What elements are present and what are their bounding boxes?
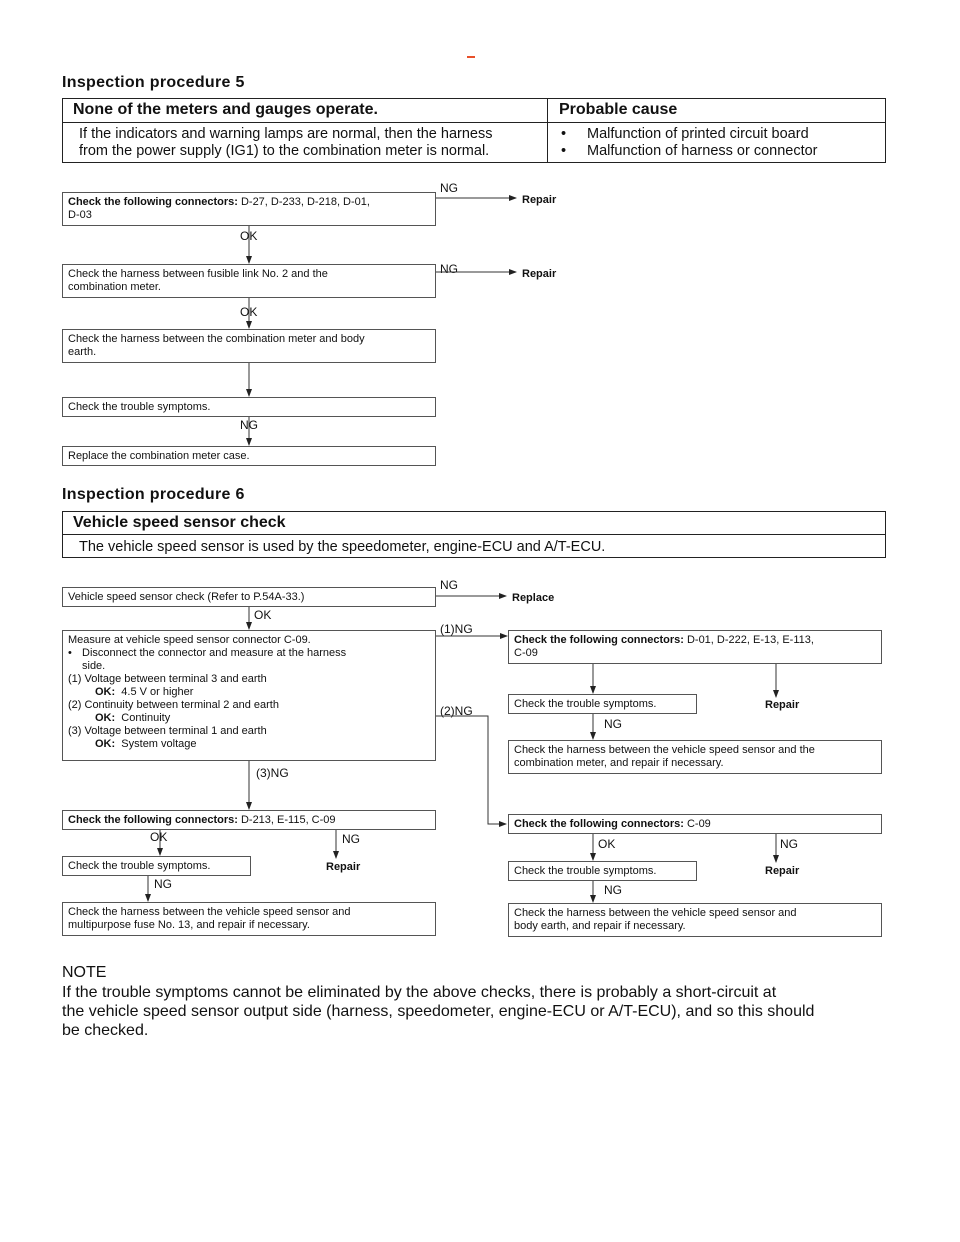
proc5-title: Inspection procedure 5 bbox=[62, 74, 245, 91]
ng-label: NG bbox=[780, 837, 798, 851]
check-connectors-box: Check the following connectors: D-27, D-233, D-218, D-01, D-03 bbox=[62, 192, 436, 226]
ng-label: NG bbox=[604, 883, 622, 897]
ng-label: NG bbox=[342, 832, 360, 846]
check-harness-body-earth-box: Check the harness between the vehicle speed sensor and body earth, and repair if necessary. bbox=[508, 903, 882, 937]
repair-label: Repair bbox=[522, 194, 557, 206]
ok-label: OK bbox=[150, 830, 168, 844]
cause-item: • Malfunction of harness or connector bbox=[561, 143, 818, 160]
repair-label: Repair bbox=[326, 861, 361, 873]
proc6-header: Vehicle speed sensor check bbox=[73, 514, 286, 531]
ng-label: NG bbox=[440, 578, 458, 592]
check-harness-fuse-box: Check the harness between the vehicle speed sensor and multipurpose fuse No. 13, and repair if necessary. bbox=[62, 902, 436, 936]
check-harness-earth-box: Check the harness between the combination meter and body earth. bbox=[62, 329, 436, 363]
note-title: NOTE bbox=[62, 964, 107, 981]
symptom-desc: If the indicators and warning lamps are normal, then the harness bbox=[79, 126, 493, 142]
check-connectors-right-box: Check the following connectors: D-01, D-222, E-13, E-113, C-09 bbox=[508, 630, 882, 664]
ok-label: OK bbox=[254, 608, 272, 622]
proc6-desc: The vehicle speed sensor is used by the speedometer, engine-ECU and A/T-ECU. bbox=[79, 539, 606, 555]
measure-step: • Disconnect the connector and measure at the harness bbox=[68, 647, 430, 660]
note-line: the vehicle speed sensor output side (harness, speedometer, engine-ECU or A/T-ECU), and so this should bbox=[62, 1003, 815, 1020]
ng2-arrow bbox=[436, 716, 506, 824]
ng-label: NG bbox=[604, 717, 622, 731]
check-connectors-c09-box: Check the following connectors: C-09 bbox=[508, 814, 882, 834]
proc6-title: Inspection procedure 6 bbox=[62, 486, 245, 503]
ng-label: NG bbox=[240, 418, 258, 432]
note-line: be checked. bbox=[62, 1022, 149, 1039]
ng-label: NG bbox=[154, 877, 172, 891]
cause-item: • Malfunction of printed circuit board bbox=[561, 126, 809, 143]
ng3-label: (3)NG bbox=[256, 766, 289, 780]
ok-label: OK bbox=[598, 837, 616, 851]
repair-label: Repair bbox=[522, 268, 557, 280]
cause-header: Probable cause bbox=[559, 101, 678, 118]
ok-label: OK bbox=[240, 305, 258, 319]
ng-label: NG bbox=[440, 262, 458, 276]
check-trouble-symptoms-bottom-box: Check the trouble symptoms. bbox=[508, 861, 697, 881]
note-line: If the trouble symptoms cannot be eliminated by the above checks, there is probably a short-circuit at bbox=[62, 984, 777, 1001]
symptom-desc: from the power supply (IG1) to the combination meter is normal. bbox=[79, 143, 490, 159]
vehicle-speed-sensor-check-box: Vehicle speed sensor check (Refer to P.54A-33.) bbox=[62, 587, 436, 607]
repair-label: Repair bbox=[765, 699, 800, 711]
repair-label: Repair bbox=[765, 865, 800, 877]
check-harness-fusible-box: Check the harness between fusible link No. 2 and the combination meter. bbox=[62, 264, 436, 298]
ng1-label: (1)NG bbox=[440, 622, 473, 636]
check-trouble-symptoms-right-box: Check the trouble symptoms. bbox=[508, 694, 697, 714]
check-harness-combination-meter-box: Check the harness between the vehicle speed sensor and the combination meter, and repair if necessary. bbox=[508, 740, 882, 774]
replace-meter-case-box: Replace the combination meter case. bbox=[62, 446, 436, 466]
check-connectors-left-box: Check the following connectors: D-213, E-115, C-09 bbox=[62, 810, 436, 830]
symptom-header: None of the meters and gauges operate. bbox=[73, 101, 378, 118]
check-trouble-symptoms-box: Check the trouble symptoms. bbox=[62, 397, 436, 417]
ng-label: NG bbox=[440, 181, 458, 195]
ng2-label: (2)NG bbox=[440, 704, 473, 718]
replace-label: Replace bbox=[512, 592, 555, 604]
ok-label: OK bbox=[240, 229, 258, 243]
measure-connector-box: Measure at vehicle speed sensor connector C-09. • Disconnect the connector and measure at the harness side. (1) Voltage between terminal 3 and earth OK: 4.5 V or higher (2) Continuity between terminal 2 and earth OK: Continuity (3) Voltage between terminal 1 and earth OK: System voltage bbox=[62, 630, 436, 761]
check-trouble-symptoms-left-box: Check the trouble symptoms. bbox=[62, 856, 251, 876]
